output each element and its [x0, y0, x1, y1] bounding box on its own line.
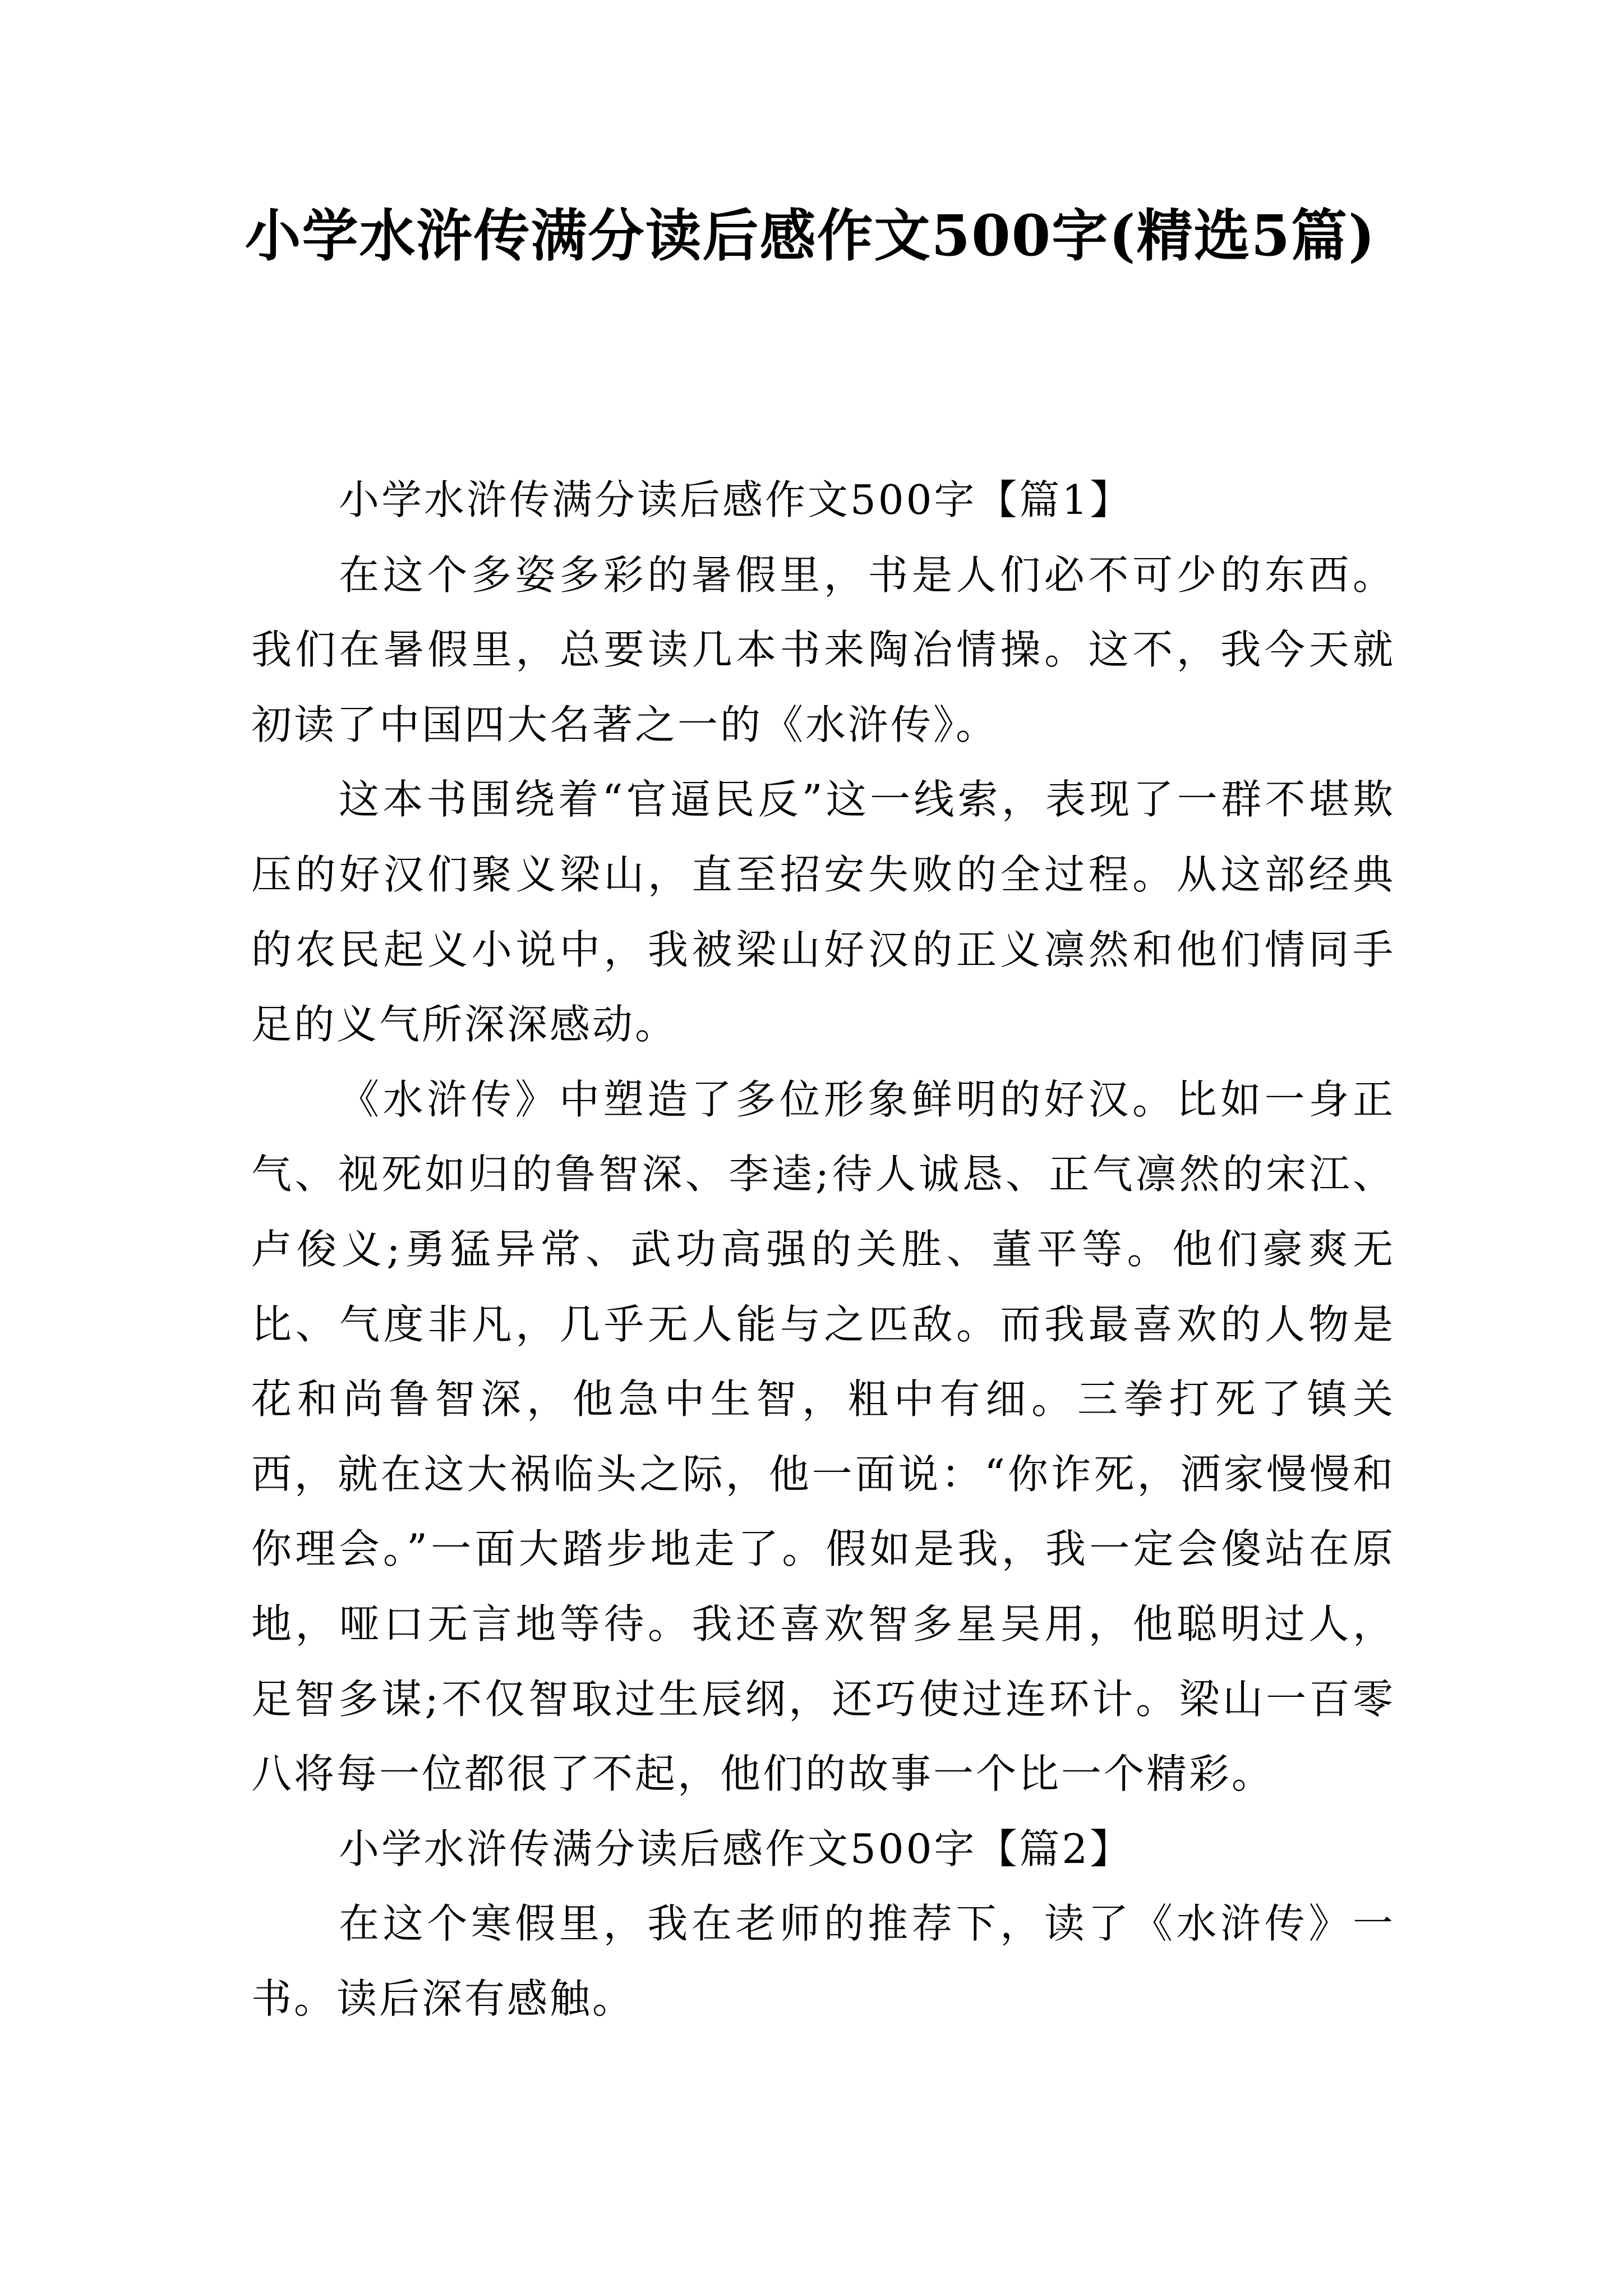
section-heading-1: 小学水浒传满分读后感作文500字【篇1】	[339, 476, 1133, 523]
document-title: 小学水浒传满分读后感作文500字(精选5篇)	[245, 203, 1376, 269]
paragraph-3: 《水浒传》中塑造了多位形象鲜明的好汉。比如一身正气、视死如归的鲁智深、李逵;待人诚恳、正气凛然的宋江、卢俊义;勇猛异常、武功高强的关胜、董平等。他们豪爽无比、气度非凡，几乎无人能与之匹敌。而我最喜欢的人物是花和尚鲁智深，他急中生智，粗中有细。三拳打死了镇关西，就在这大祸临头之际，他一面说：“你诈死，洒家慢慢和你理会。”一面大踏步地走了。假如是我，我一定会傻站在原地，哑口无言地等待。我还喜欢智多星吴用，他聪明过人，足智多谋;不仅智取过生辰纲，还巧使过连环计。梁山一百零八将每一位都很了不起，他们的故事一个比一个精彩。	[251, 1075, 1395, 1798]
document-body	[251, 463, 1395, 2036]
paragraph-4: 在这个寒假里，我在老师的推荐下，读了《水浒传》一书。读后深有感触。	[251, 1900, 1395, 2022]
paragraph-1: 在这个多姿多彩的暑假里，书是人们必不可少的东西。我们在暑假里，总要读几本书来陶冶情操。这不，我今天就初读了中国四大名著之一的《水浒传》。	[251, 551, 1395, 748]
section-heading-2: 小学水浒传满分读后感作文500字【篇2】	[339, 1825, 1133, 1872]
paragraph-2: 这本书围绕着“官逼民反”这一线索，表现了一群不堪欺压的好汉们聚义梁山，直至招安失败的全过程。从这部经典的农民起义小说中，我被梁山好汉的正义凛然和他们情同手足的义气所深深感动。	[251, 776, 1395, 1048]
